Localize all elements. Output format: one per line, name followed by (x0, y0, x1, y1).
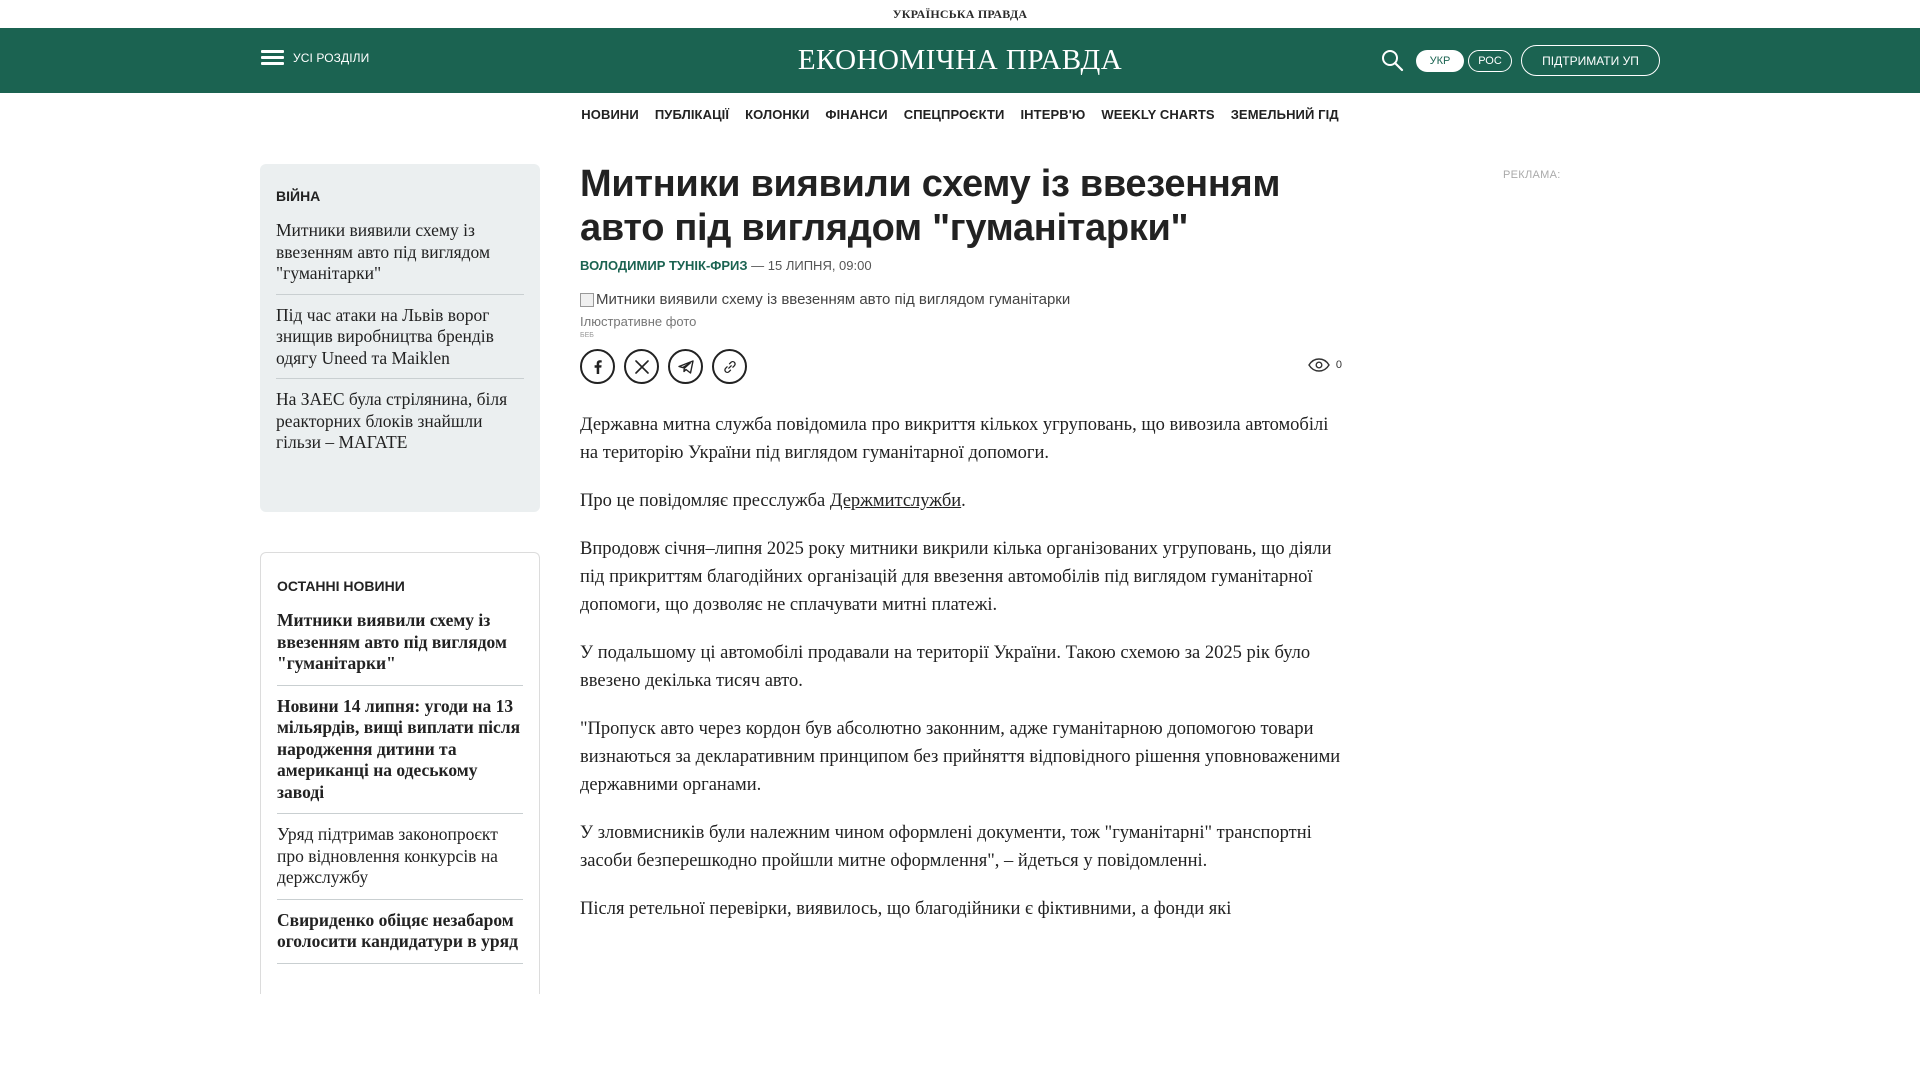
share-facebook-button[interactable] (580, 349, 615, 384)
broken-image-icon (580, 293, 594, 307)
nav-item-weekly-charts[interactable]: WEEKLY CHARTS (1101, 106, 1215, 122)
paragraph-text: . (961, 491, 966, 511)
article-image (580, 291, 1342, 308)
nav-item-finance[interactable]: ФІНАНСИ (825, 106, 888, 122)
facebook-icon (590, 359, 606, 375)
customs-service-link[interactable]: Держмитслужби (829, 491, 962, 511)
war-box-title[interactable]: ВІЙНА (276, 188, 321, 204)
all-sections-label: УСІ РОЗДІЛИ (293, 51, 370, 65)
link-icon (722, 359, 738, 375)
author-link[interactable]: ВОЛОДИМИР ТУНІК-ФРИЗ (580, 258, 748, 273)
share-row (580, 349, 1342, 385)
article-body (580, 411, 1342, 923)
list-item[interactable]: Новини 14 липня: угоди на 13 мільярдів, вищі виплати після народження дитини та американці на одеському заводі (277, 696, 523, 815)
nav-item-publications[interactable]: ПУБЛІКАЦІЇ (654, 106, 730, 122)
share-telegram-button[interactable] (668, 349, 703, 384)
ad-label: РЕКЛАМА: (1503, 169, 1561, 181)
nav-item-columns[interactable]: КОЛОНКИ (745, 106, 810, 122)
nav-item-special-projects[interactable]: СПЕЦПРОЄКТИ (903, 106, 1005, 122)
main-nav (0, 93, 1920, 135)
byline-separator: — (747, 258, 768, 273)
copy-link-button[interactable] (712, 349, 747, 384)
article-byline (580, 258, 1342, 273)
lang-ros-button[interactable]: РОС (1468, 50, 1512, 72)
eye-icon (1308, 358, 1330, 372)
latest-news-box (260, 552, 540, 994)
latest-news-title[interactable]: ОСТАННІ НОВИНИ (277, 578, 405, 594)
telegram-icon (677, 358, 695, 376)
share-x-button[interactable] (624, 349, 659, 384)
article (580, 162, 1342, 943)
article-paragraph: Державна митна служба повідомила про викриття кількох угруповань, що вивозила автомобілі на територію України під виглядом гуманітарної допомоги. (580, 415, 1329, 463)
list-item[interactable]: На ЗАЕС була стрілянина, біля реакторних блоків знайшли гільзи – МАГАТЕ (276, 389, 508, 452)
image-alt-text: Митники виявили схему із ввезенням авто під виглядом гуманітарки (596, 291, 1071, 308)
paragraph-text: Про це повідомляє пресслужба (580, 491, 830, 511)
view-count: 0 (1335, 359, 1342, 371)
list-item[interactable]: Митники виявили схему із ввезенням авто під виглядом "гуманітарки" (276, 220, 524, 295)
article-paragraph: "Пропуск авто через кордон був абсолютно законним, адже гуманітарною допомогою товари визнаються за декларативним принципом без прийняття відповідного рішення уповноваженими державними органами. (580, 719, 1341, 795)
article-title: Митники виявили схему із ввезенням авто під виглядом "гуманітарки" (580, 163, 1281, 249)
article-paragraph: Впродовж січня–липня 2025 року митники викрили кілька організованих угруповань, що діяли під прикриттям благодійних організацій для ввезення автомобілів під виглядом гуманітарної допомоги, що дозволяє не сплачувати митні платежі. (580, 539, 1332, 615)
article-paragraph (580, 487, 1342, 515)
view-counter (1308, 358, 1342, 372)
list-item[interactable]: Митники виявили схему із ввезенням авто під виглядом "гуманітарки" (277, 610, 523, 686)
page-bottom-area (0, 994, 1920, 1080)
list-item[interactable]: Під час атаки на Львів ворог знищив виробництва брендів одягу Uneed та Maiklen (276, 305, 524, 380)
hamburger-icon (261, 50, 284, 66)
war-news-box (260, 164, 540, 512)
support-button[interactable]: ПІДТРИМАТИ УП (1521, 45, 1660, 76)
article-paragraph: Після ретельної перевірки, виявилось, що благодійники є фіктивними, а фонди які (580, 899, 1232, 919)
list-item[interactable]: Свириденко обіцяє незабаром оголосити кандидатури в уряд (277, 910, 523, 964)
search-icon[interactable] (1380, 48, 1404, 72)
site-header (0, 28, 1920, 93)
nav-item-interview[interactable]: ІНТЕРВ'Ю (1020, 106, 1086, 122)
site-logo-link[interactable]: ЕКОНОМІЧНА ПРАВДА (797, 44, 1123, 76)
top-strip (0, 0, 1920, 28)
list-item[interactable]: Уряд підтримав законопроєкт про відновлення конкурсів на держслужбу (277, 824, 523, 900)
nav-item-news[interactable]: НОВИНИ (581, 106, 639, 122)
lang-ukr-button[interactable]: УКР (1416, 50, 1464, 72)
up-brand-link[interactable]: УКРАЇНСЬКА ПРАВДА (892, 6, 1028, 21)
article-paragraph: У подальшому ці автомобілі продавали на території України. Такою схемою за 2025 рік було ввезено декілька тисяч авто. (580, 643, 1311, 691)
article-paragraph: У зловмисників були належним чином оформлені документи, тож "гуманітарні" транспортні засоби безперешкодно пройшли митне оформлення", – йдеться у повідомленні. (580, 823, 1312, 871)
x-icon (634, 359, 650, 375)
nav-item-land-guide[interactable]: ЗЕМЕЛЬНИЙ ГІД (1230, 106, 1339, 122)
image-caption: Ілюстративне фото (580, 314, 697, 329)
image-credit: БЕБ (580, 332, 594, 339)
all-sections-button[interactable] (261, 50, 369, 66)
article-date: 15 ЛИПНЯ, 09:00 (767, 258, 872, 273)
